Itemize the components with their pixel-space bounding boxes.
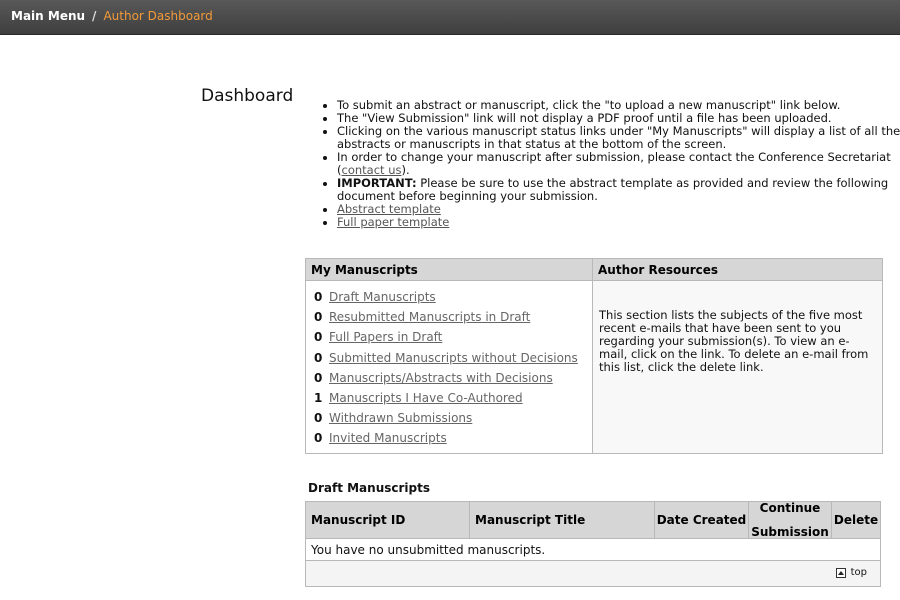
back-to-top-link[interactable] [836,567,867,578]
top-navigation-bar [0,0,900,35]
column-header-manuscript-id [306,502,470,539]
arrow-up-icon [836,568,846,578]
author-resources-header: Author Resources [593,259,882,281]
table-footer [306,561,880,586]
column-header-label: Manuscript Title [475,513,586,527]
breadcrumb [11,9,213,23]
draft-manuscripts-table [305,501,881,587]
empty-table-message: You have no unsubmitted manuscripts. [306,539,880,561]
submitted-without-decisions-link[interactable]: Submitted Manuscripts without Decisions [329,350,578,365]
list-item [314,289,578,309]
breadcrumb-current: Author Dashboard [103,9,213,23]
instruction-text: Clicking on the various manuscript status links under "My Manuscripts" will display a list of all the abstracts or manuscripts in that status at the bottom of the screen. [337,124,900,151]
full-paper-template-link[interactable]: Full paper template [337,215,450,229]
column-header-label [751,502,829,538]
co-authored-link[interactable]: Manuscripts I Have Co-Authored [329,390,523,405]
draft-manuscripts-title: Draft Manuscripts [308,481,430,495]
resubmitted-drafts-link[interactable]: Resubmitted Manuscripts in Draft [329,310,531,325]
dashboard-panels [305,258,883,454]
list-item [314,309,578,329]
status-count: 0 [314,411,323,426]
status-count: 0 [314,330,323,345]
main-menu-link[interactable]: Main Menu [11,9,86,23]
list-item [314,430,578,450]
my-manuscripts-panel [306,281,593,453]
author-resources-panel [593,281,882,453]
instruction-text: ). [401,163,410,177]
status-count: 0 [314,431,323,446]
list-item [314,410,578,430]
column-header-label: Date Created [656,513,747,527]
column-header-label: Delete [833,513,879,527]
column-header-label: Manuscript ID [311,513,406,527]
instruction-text: To submit an abstract or manuscript, click the "to upload a new manuscript" link below. [337,98,841,112]
list-item [314,350,578,370]
column-header-delete [832,502,880,539]
instruction-text: In order to change your manuscript after submission, please contact the Conference Secretariat ( [337,150,891,177]
author-resources-text: This section lists the subjects of the five most recent e-mails that have been sent to you regarding your submission(s). To view an e-mail, click on the link. To delete an e-mail from this list, click the delete link. [599,308,869,374]
list-item [314,390,578,410]
list-item [314,329,578,349]
instruction-item [337,216,900,229]
column-header-line: Continue [759,501,821,515]
instruction-text: Please be sure to use the abstract template as provided and review the following document before beginning your submission. [337,176,889,203]
instruction-item [337,177,900,203]
contact-us-link[interactable]: contact us [341,163,402,177]
status-count: 0 [314,290,323,304]
page-title: Dashboard [201,86,294,106]
list-item [314,370,578,390]
withdrawn-submissions-link[interactable]: Withdrawn Submissions [329,411,473,426]
my-manuscripts-header: My Manuscripts [306,259,593,281]
abstract-template-link[interactable]: Abstract template [337,202,441,216]
invited-manuscripts-link[interactable]: Invited Manuscripts [329,431,447,446]
with-decisions-link[interactable]: Manuscripts/Abstracts with Decisions [329,370,553,385]
instructions-list [320,99,900,229]
breadcrumb-separator: / [92,9,97,23]
manuscript-status-list [314,289,578,451]
status-count: 1 [314,390,323,405]
back-to-top-label: top [850,567,867,578]
important-label: IMPORTANT: [337,176,417,190]
draft-manuscripts-link[interactable]: Draft Manuscripts [329,290,436,304]
column-header-continue-submission [749,502,832,539]
instruction-item [337,151,900,177]
status-count: 0 [314,310,323,325]
full-papers-draft-link[interactable]: Full Papers in Draft [329,330,443,345]
instruction-item [337,125,900,151]
column-header-manuscript-title [470,502,655,539]
status-count: 0 [314,350,323,365]
column-header-line: Submission [751,525,829,539]
column-header-date-created [655,502,749,539]
instruction-text: The "View Submission" link will not display a PDF proof until a file has been uploaded. [337,111,832,125]
status-count: 0 [314,370,323,385]
